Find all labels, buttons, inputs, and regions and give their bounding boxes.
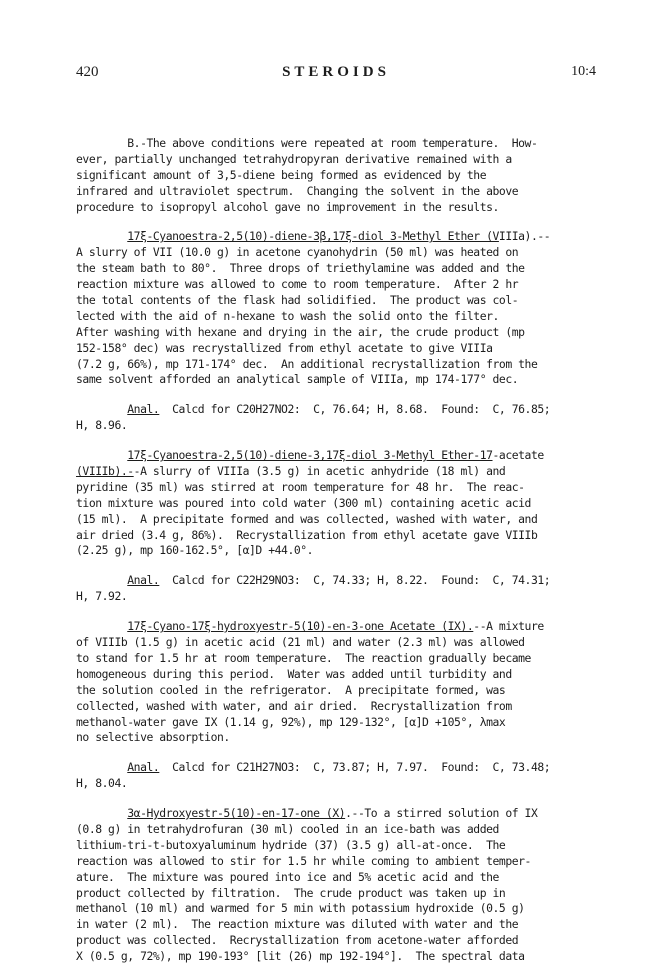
text-line: Anal. Calcd for C20H27NO2: C, 76.64; H, 8.68. Found: C, 76.85; [127,402,551,417]
paragraph [76,619,604,746]
text-line: air dried (3.4 g, 86%). Recrystallization from ethyl acetate gave VIIIb [76,527,538,542]
paragraph-gap [76,605,604,619]
text-line: the steam bath to 80°. Three drops of triethylamine was added and the [76,261,525,276]
text-line: X (0.5 g, 72%), mp 190-193° [lit (26) mp 192-194°]. The spectral data [76,949,525,964]
text-line: same solvent afforded an analytical sample of VIIIa, mp 174-177° dec. [76,372,519,387]
text-line: the solution cooled in the refrigerator. A precipitate formed, was [76,682,506,697]
text-line: in water (2 ml). The reaction mixture was diluted with water and the [76,917,519,932]
text-line: A slurry of VII (10.0 g) in acetone cyanohydrin (50 ml) was heated on [76,245,519,260]
text-line: After washing with hexane and drying in the air, the crude product (mp [76,324,525,339]
paragraph-gap [76,559,604,573]
text-line: product was collected. Recrystallization from acetone-water afforded [76,933,519,948]
paragraph [76,229,604,388]
text-line: ever, partially unchanged tetrahydropyran derivative remained with a [76,151,512,166]
text-line: 152-158° dec) was recrystallized from ethyl acetate to give VIIIa [76,340,493,355]
paragraph-gap [76,746,604,760]
article-body [76,136,604,965]
text-line: no selective absorption. [76,730,230,745]
paragraph-gap [76,792,604,806]
text-line: (VIIIb).--A slurry of VIIIa (3.5 g) in acetic anhydride (18 ml) and [76,464,506,479]
text-line: Anal. Calcd for C21H27NO3: C, 73.87; H, 7.97. Found: C, 73.48; [127,760,551,775]
text-line: reaction was allowed to stir for 1.5 hr while coming to ambient temper- [76,853,531,868]
paragraph [76,448,604,559]
text-line: H, 8.04. [76,776,128,791]
text-line: (2.25 g), mp 160-162.5°, [α]D +44.0°. [76,543,314,558]
text-line: methanol-water gave IX (1.14 g, 92%), mp 129-132°, [α]D +105°, λmax [76,714,506,729]
paragraph [76,402,604,434]
page-number: 420 [76,64,99,80]
text-line: product collected by filtration. The crude product was taken up in [76,885,506,900]
text-line: to stand for 1.5 hr at room temperature. The reaction gradually became [76,650,531,665]
paragraph-gap [76,388,604,402]
text-line: ature. The mixture was poured into ice and 5% acetic acid and the [76,869,499,884]
text-line: infrared and ultraviolet spectrum. Changing the solvent in the above [76,183,519,198]
paragraph [76,760,604,792]
text-line: 17ξ-Cyanoestra-2,5(10)-diene-3,17ξ-diol 3-Methyl Ether-17-acetate [127,448,544,463]
text-line: collected, washed with water, and air dried. Recrystallization from [76,698,512,713]
text-line: 17ξ-Cyanoestra-2,5(10)-diene-3β,17ξ-diol 3-Methyl Ether (VIIIa).-- [127,229,551,244]
issue-number: 10:4 [571,64,596,79]
page-header [76,64,596,86]
text-line: 17ξ-Cyano-17ξ-hydroxyestr-5(10)-en-3-one Acetate (IX).--A mixture [127,619,544,634]
paragraph [76,573,604,605]
text-line: tion mixture was poured into cold water (300 ml) containing acetic acid [76,495,531,510]
text-line: pyridine (35 ml) was stirred at room temperature for 48 hr. The reac- [76,479,525,494]
running-head: STEROIDS [282,64,390,80]
text-line: reaction mixture was allowed to come to room temperature. After 2 hr [76,277,519,292]
text-line: (7.2 g, 66%), mp 171-174° dec. An additional recrystallization from the [76,356,538,371]
text-line: procedure to isopropyl alcohol gave no improvement in the results. [76,199,499,214]
text-line: Anal. Calcd for C22H29NO3: C, 74.33; H, 8.22. Found: C, 74.31; [127,573,551,588]
text-line: of VIIIb (1.5 g) in acetic acid (21 ml) and water (2.3 ml) was allowed [76,635,525,650]
paragraph [76,806,604,965]
paragraph [76,136,604,215]
paragraph-gap [76,215,604,229]
text-line: B.-The above conditions were repeated at room temperature. How- [76,136,538,150]
text-line: significant amount of 3,5-diene being formed as evidenced by the [76,167,487,182]
text-line: (0.8 g) in tetrahydrofuran (30 ml) cooled in an ice-bath was added [76,821,499,836]
text-line: lected with the aid of n-hexane to wash the solid onto the filter. [76,308,499,323]
text-line: H, 8.96. [76,418,128,433]
text-line: homogeneous during this period. Water was added until turbidity and [76,666,512,681]
text-line: H, 7.92. [76,589,128,604]
paragraph-gap [76,434,604,448]
text-line: the total contents of the flask had solidified. The product was col- [76,293,519,308]
text-line: 3α-Hydroxyestr-5(10)-en-17-one (X).--To a stirred solution of IX [127,806,538,821]
text-line: methanol (10 ml) and warmed for 5 min with potassium hydroxide (0.5 g) [76,901,525,916]
text-line: lithium-tri-t-butoxyaluminum hydride (37) (3.5 g) all-at-once. The [76,837,506,852]
text-line: (15 ml). A precipitate formed and was collected, washed with water, and [76,511,538,526]
